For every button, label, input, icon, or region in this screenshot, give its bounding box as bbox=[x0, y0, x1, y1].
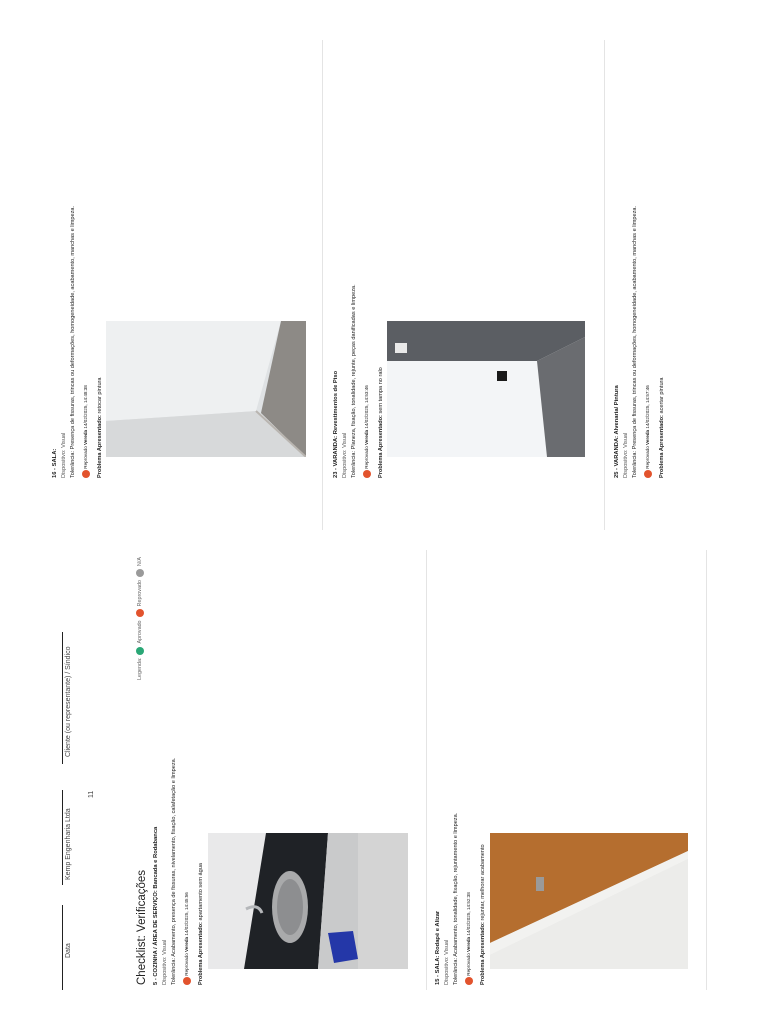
item-tolerance: Tolerância: Acabamento, tonalidade, fixação, rejuntamento e limpeza. bbox=[453, 812, 459, 985]
item-device: Dispositivo: Visual bbox=[61, 432, 67, 478]
company-underline bbox=[62, 790, 63, 885]
legend bbox=[136, 557, 144, 680]
problem-label: Problema Apresentado: bbox=[97, 415, 103, 478]
page-divider bbox=[426, 550, 427, 990]
inspector-name: Vereda bbox=[466, 936, 471, 952]
inspector-name: Vereda bbox=[184, 936, 189, 952]
status-label: Reprovado bbox=[184, 953, 189, 976]
item-tolerance: Tolerância: Presença de fissuras, trincas ou deformações, homogeneidade, acabamento, manchas e limpeza. bbox=[632, 205, 638, 478]
problem-label: Problema Apresentado: bbox=[659, 415, 665, 478]
item-title: 23 - VARANDA: Revestimentos de Piso bbox=[333, 370, 339, 478]
legend-approved: Aprovado bbox=[137, 620, 143, 644]
item-problem bbox=[659, 377, 666, 478]
item-device: Dispositivo: Visual bbox=[162, 939, 168, 985]
rejected-dot-icon bbox=[183, 977, 191, 985]
problem-label: Problema Apresentado: bbox=[378, 415, 384, 478]
status-label: Reprovado bbox=[364, 446, 369, 469]
status-label: Reprovado bbox=[645, 446, 650, 469]
client-underline bbox=[62, 632, 63, 764]
client-label: Cliente (ou representante) / Síndico bbox=[65, 646, 72, 757]
problem-text: retocar pintura bbox=[97, 377, 103, 414]
page-title: Checklist: Verificações bbox=[136, 869, 148, 985]
status-timestamp: 14/02/2025, 14:48:38 bbox=[83, 385, 88, 429]
item-title: 16 - SALA: bbox=[52, 448, 58, 478]
ceiling-corner-photo bbox=[106, 321, 306, 457]
item-problem bbox=[97, 377, 104, 478]
item-title: 15 - SALA: Rodapé e Alizar bbox=[435, 910, 441, 985]
status-timestamp: 14/02/2025, 14:53:46 bbox=[364, 385, 369, 429]
kitchen-sink-photo bbox=[208, 833, 408, 969]
item-status bbox=[643, 385, 652, 478]
legend-na: N/A bbox=[137, 557, 143, 567]
legend-label: Legenda: bbox=[137, 657, 143, 680]
item-problem bbox=[378, 367, 385, 478]
item-tolerance: Tolerância: Presença de fissuras, trincas ou deformações, homogeneidade, acabamento, manchas e limpeza. bbox=[70, 205, 76, 478]
doc-number: 11 bbox=[88, 790, 95, 798]
inspector-name: Vereda bbox=[83, 429, 88, 445]
item-device: Dispositivo: Visual bbox=[342, 432, 348, 478]
problem-text: apartamento sem água bbox=[198, 863, 204, 921]
rejected-dot-icon bbox=[363, 470, 371, 478]
item-device: Dispositivo: Visual bbox=[444, 939, 450, 985]
item-problem bbox=[480, 844, 487, 985]
problem-text: rejuntar, melhorar acabamento bbox=[480, 844, 486, 921]
door-frame-photo bbox=[490, 833, 688, 969]
inspector-name: Vereda bbox=[364, 429, 369, 445]
legend-rejected: Reprovado bbox=[137, 580, 143, 607]
status-label: Reprovado bbox=[466, 953, 471, 976]
item-tolerance: Tolerância: Acabamento, presença de fissuras, nivelamento, fixação, calafetação e limpeza. bbox=[171, 757, 177, 985]
item-device: Dispositivo: Visual bbox=[623, 432, 629, 478]
problem-text: acertar pintura bbox=[659, 377, 665, 414]
problem-text: sem tampa no ralo bbox=[378, 367, 384, 414]
status-timestamp: 14/02/2025, 14:52:38 bbox=[466, 892, 471, 936]
company-name: Kemp Engenharia Ltda bbox=[65, 808, 72, 880]
item-status bbox=[464, 892, 473, 985]
page-divider bbox=[604, 40, 605, 530]
rejected-dot-icon bbox=[82, 470, 90, 478]
page-divider bbox=[322, 40, 323, 530]
rejected-dot-icon bbox=[465, 977, 473, 985]
item-tolerance: Tolerância: Planeza, fixação, tonalidade, rejunte, peças danificadas e limpeza. bbox=[351, 284, 357, 478]
rejected-dot-icon bbox=[136, 609, 144, 617]
approved-dot-icon bbox=[136, 647, 144, 655]
item-problem bbox=[198, 863, 205, 985]
na-dot-icon bbox=[136, 569, 144, 577]
rejected-dot-icon bbox=[644, 470, 652, 478]
item-title: 5 - COZINHA / ÁREA DE SERVIÇO: Bancada e Rodabanca bbox=[153, 826, 159, 985]
problem-label: Problema Apresentado: bbox=[480, 922, 486, 985]
floor-drain-photo bbox=[387, 321, 585, 457]
status-timestamp: 14/02/2025, 14:45:56 bbox=[184, 892, 189, 936]
item-status bbox=[182, 892, 191, 985]
problem-label: Problema Apresentado: bbox=[198, 922, 204, 985]
date-label: Data bbox=[65, 943, 72, 958]
item-title: 25 - VARANDA: Alvenaria/ Pintura bbox=[614, 385, 620, 478]
page-divider bbox=[706, 550, 707, 990]
status-label: Reprovado bbox=[83, 446, 88, 469]
item-status bbox=[362, 385, 371, 478]
status-timestamp: 14/02/2025, 14:57:46 bbox=[645, 385, 650, 429]
inspector-name: Vereda bbox=[645, 429, 650, 445]
date-underline bbox=[62, 905, 63, 990]
item-status bbox=[81, 385, 90, 478]
